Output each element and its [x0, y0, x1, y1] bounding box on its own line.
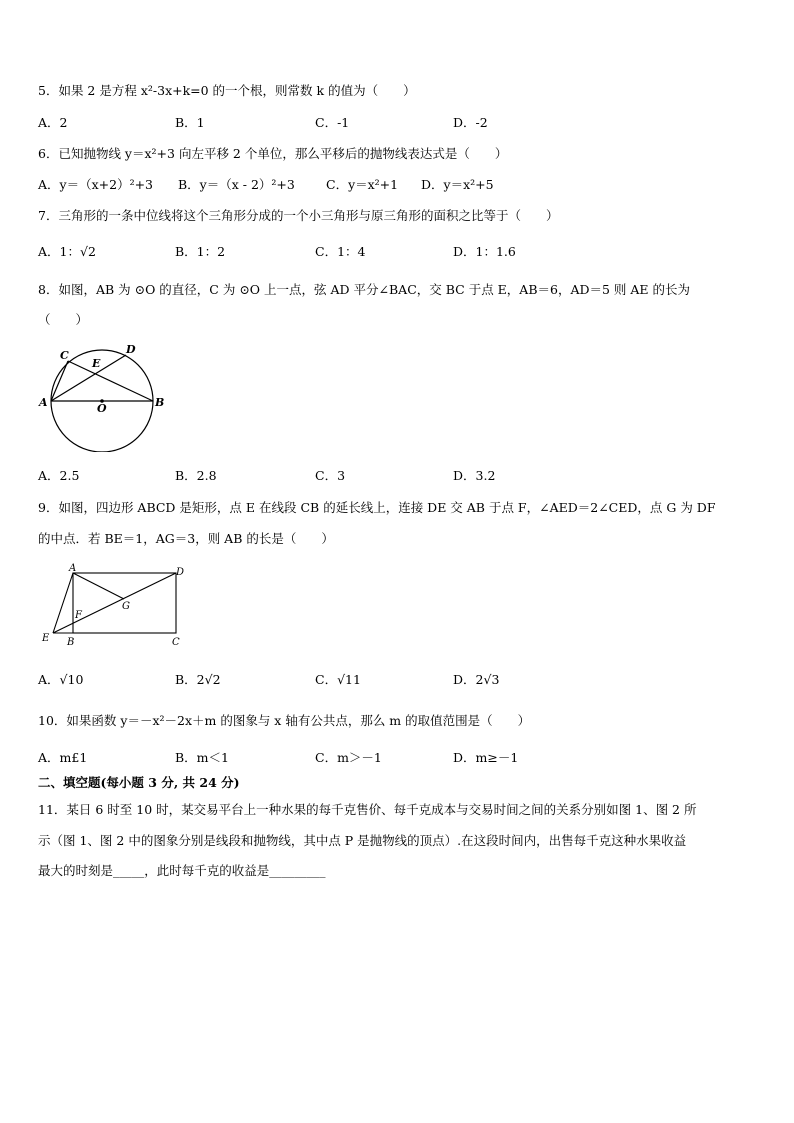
q9-stem-line1: 9．如图，四边形 ABCD 是矩形，点 E 在线段 CB 的延长线上，连接 DE 交 AB 于点 F，∠AED＝2∠CED，点 G 为 DF: [38, 500, 716, 515]
chord-ac: [51, 361, 68, 401]
label-c: C: [60, 349, 69, 362]
q6-option-b: B．y＝（x - 2）²+3: [178, 177, 295, 192]
label-g: G: [122, 601, 130, 612]
q7-stem: 7．三角形的一条中位线将这个三角形分成的一个小三角形与原三角形的面积之比等于（ ）: [38, 208, 559, 223]
q7-option-d: D．1：1.6: [453, 244, 516, 259]
label-d: D: [126, 343, 136, 356]
segment-ae: [53, 573, 73, 633]
q5-option-c: C．-1: [315, 115, 350, 130]
q9-option-c: C．√11: [315, 672, 361, 687]
q6-option-d: D．y＝x²+5: [421, 177, 494, 192]
q10-option-b: B．m＜1: [175, 750, 229, 765]
q10-option-c: C．m＞－1: [315, 750, 382, 765]
section-2-heading: 二、填空题(每小题 3 分, 共 24 分): [38, 775, 240, 790]
q11-line3: 最大的时刻是_____，此时每千克的收益是_________: [38, 863, 326, 878]
segment-ed: [53, 573, 176, 633]
label-a: A: [39, 396, 48, 409]
q5-option-b: B．1: [175, 115, 205, 130]
q5-option-d: D．-2: [453, 115, 488, 130]
label-a: A: [69, 563, 77, 574]
label-f: F: [75, 610, 82, 621]
q10-stem: 10．如果函数 y＝－x²－2x＋m 的图象与 x 轴有公共点，那么 m 的取值范围是（ ）: [38, 713, 531, 728]
segment-ag: [73, 573, 124, 599]
q8-stem-line2: （ ）: [38, 312, 89, 327]
q9-option-b: B．2√2: [175, 672, 221, 687]
label-o: O: [97, 402, 107, 415]
q11-line2: 示（图 1、图 2 中的图象分别是线段和抛物线，其中点 P 是抛物线的顶点）.在这段时间内，出售每千克这种水果收益: [38, 833, 687, 848]
q6-option-a: A．y＝（x+2）²+3: [38, 177, 154, 192]
q9-rectangle-figure: [36, 562, 191, 652]
label-b: B: [155, 396, 165, 409]
label-e: E: [42, 633, 50, 644]
label-e: E: [92, 357, 101, 370]
q8-stem-line1: 8．如图，AB 为 ⊙O 的直径，C 为 ⊙O 上一点，弦 AD 平分∠BAC，交 BC 于点 E，AB＝6，AD＝5 则 AE 的长为: [38, 282, 691, 297]
q10-option-a: A．m£1: [38, 750, 88, 765]
label-b: B: [67, 637, 75, 648]
q7-option-b: B．1：2: [175, 244, 226, 259]
q9-stem-line2: 的中点．若 BE＝1，AG＝3，则 AB 的长是（ ）: [38, 531, 334, 546]
q5-stem: 5．如果 2 是方程 x²-3x+k=0 的一个根，则常数 k 的值为（ ）: [38, 83, 416, 98]
q5-option-a: A．2: [38, 115, 68, 130]
q6-option-c: C．y＝x²+1: [326, 177, 399, 192]
q8-option-a: A．2.5: [38, 468, 80, 483]
q11-line1: 11．某日 6 时至 10 时，某交易平台上一种水果的每千克售价、每千克成本与交易时间之间的关系分别如图 1、图 2 所: [38, 802, 697, 817]
q8-option-d: D．3.2: [453, 468, 496, 483]
q7-option-c: C．1：4: [315, 244, 366, 259]
q9-option-d: D．2√3: [453, 672, 500, 687]
q6-stem: 6．已知抛物线 y＝x²+3 向左平移 2 个单位，那么平移后的抛物线表达式是（ ）: [38, 146, 508, 161]
q8-option-c: C．3: [315, 468, 346, 483]
label-c: C: [172, 637, 180, 648]
q8-option-b: B．2.8: [175, 468, 217, 483]
q7-option-a: A．1：√2: [38, 244, 96, 259]
q8-circle-figure: [34, 340, 174, 452]
label-d: D: [176, 567, 185, 578]
q9-option-a: A．√10: [38, 672, 84, 687]
q10-option-d: D．m≥－1: [453, 750, 519, 765]
